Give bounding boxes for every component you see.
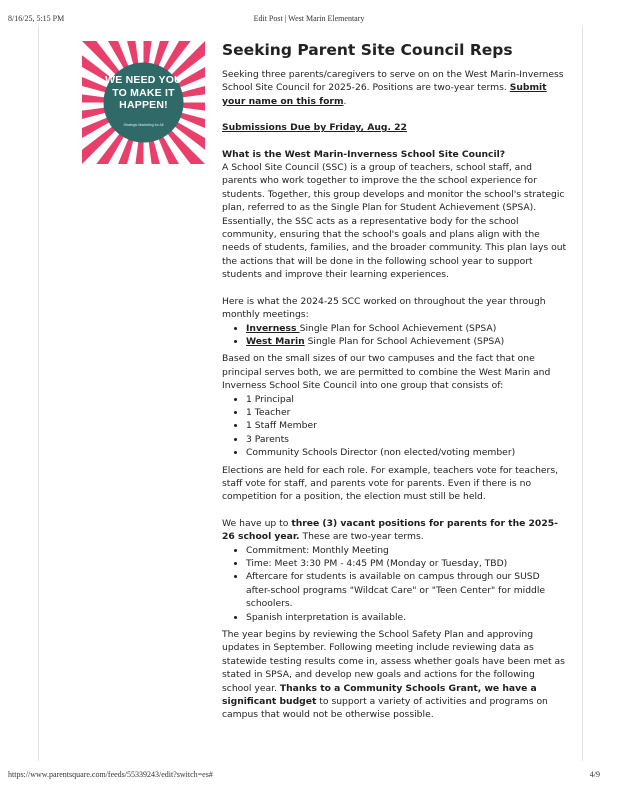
west-marin-spsa-link[interactable]: West Marin [246,335,305,347]
list-item-text: Single Plan for School Achievement (SPSA) [304,335,505,347]
deadline-link[interactable]: Submissions Due by Friday, Aug. 22 [222,122,407,134]
promo-line-1: WE NEED YOU [105,74,182,86]
post-content [222,40,567,722]
print-page-count: 4/9 [589,770,600,779]
worked-list [222,322,567,349]
promo-line-3: HAPPEN! [119,99,168,111]
print-date-time: 8/16/25, 5:15 PM [8,14,65,23]
vacant-start: We have up to [222,517,292,529]
submit-form-link[interactable]: Submit your name on this form [222,82,547,107]
vacant-end: These are two-year terms. [299,531,424,543]
promo-image [82,41,205,164]
year-start: The year begins by reviewing the School Safety Plan and approving updates in September. Following meeting include reviewing data as statewide testing results come in, assess whether goals have been met as stated in SPSA, and develop new goals and actions for the following school year. [222,629,565,694]
list-item: • 1 Principal [246,393,567,406]
what-heading [222,148,567,161]
elections-paragraph: Elections are held for each role. For example, teachers vote for teachers, staff vote for staff, and parents vote for parents. Even if there is no competition for a position, the election must still be held. [222,464,559,503]
list-item: • 1 Teacher [246,406,567,419]
print-header [0,14,618,26]
post-title: Seeking Parent Site Council Reps [222,41,513,59]
worked-intro: Here is what the 2024-25 SCC worked on throughout the year through monthly meetings: [222,295,546,321]
intro-end: . [343,95,347,107]
list-item: • Time: Meet 3:30 PM - 4:45 PM (Monday or Tuesday, TBD) [246,557,567,570]
year-end: to support a variety of activities and programs on campus that would not be otherwise possible. [222,696,548,721]
list-item-text: Single Plan for School Achievement (SPSA) [299,322,497,334]
list-item: • 1 Staff Member [246,419,567,432]
print-footer [0,770,618,782]
year-paragraph [222,628,567,722]
list-item [246,335,567,348]
deadline-paragraph [222,121,567,134]
list-item [246,322,567,335]
promo-headline [82,74,205,112]
members-list [222,393,567,460]
intro-text: Seeking three parents/caregivers to serve on on the West Marin-Inverness School Site Council for 2025-26. Positions are two-year terms. [222,69,564,94]
promo-small-text: Strategic Marketing for All [123,123,164,127]
list-item: • Aftercare for students is available on campus through our SUSD after-school programs "Wildcat Care" or "Teen Center" for middle schoolers. [246,570,567,610]
vacant-paragraph [222,517,567,544]
vacant-bold: three (3) vacant positions for parents for the 2025-26 school year. [222,517,558,543]
combine-intro: Based on the small sizes of our two campuses and the fact that one principal serves both, we are permitted to combine the West Marin and Inverness School Site Council into one group that consists of: [222,353,551,392]
intro-paragraph [222,68,567,108]
print-url: https://www.parentsquare.com/feeds/55339243/edit?switch=es# [8,770,213,779]
what-body: A School Site Council (SSC) is a group of teachers, school staff, and parents who work together to improve the the school experience for students. Together, this group develops and monitor the school's strategic plan, referred to as the Single Plan for Student Achievement (SPSA). Essentially, the SSC acts as a representative body for the school community, ensuring that the school's goals and plans align with the needs of students, families, and the broader community. This plan lays out the actions that will be done in the following school year to support students and improve their learning experiences. [222,162,567,281]
promo-line-2: TO MAKE IT [112,86,175,99]
list-item: • Community Schools Director (non elected/voting member) [246,446,567,459]
list-item: • Spanish interpretation is available. [246,611,567,624]
details-list [222,544,567,624]
list-item: • Commitment: Monthly Meeting [246,544,567,557]
what-heading-text: What is the West Marin-Inverness School Site Council? [222,148,506,160]
list-item: • 3 Parents [246,433,567,446]
print-page-title: Edit Post | West Marin Elementary [253,14,365,23]
year-bold: Thanks to a Community Schools Grant, we have a significant budget [222,682,537,708]
inverness-spsa-link[interactable]: Inverness [246,322,300,334]
